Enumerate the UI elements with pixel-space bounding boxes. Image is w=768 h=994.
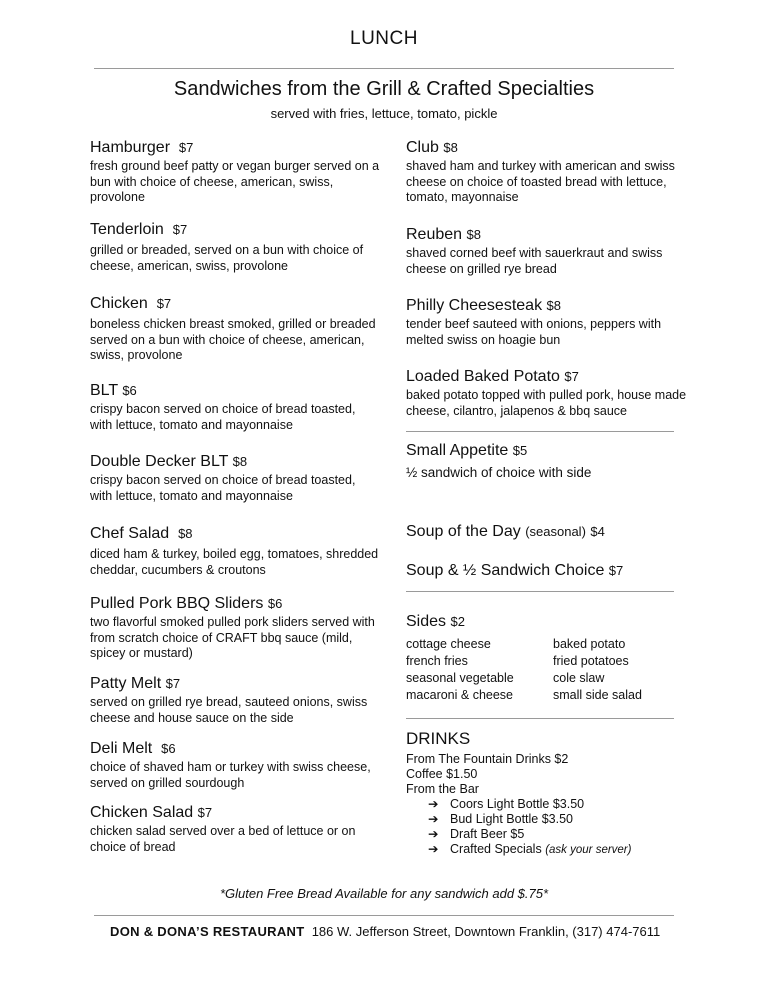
item-name: Loaded Baked Potato xyxy=(406,368,560,385)
arrow-icon: ➔ xyxy=(428,842,439,856)
item-name: Hamburger xyxy=(90,139,171,156)
gluten-free-note: *Gluten Free Bread Available for any sandwich add $.75* xyxy=(219,886,549,901)
arrow-icon: ➔ xyxy=(428,827,439,841)
page-title: LUNCH xyxy=(350,28,418,49)
divider xyxy=(406,431,674,432)
item-description: fresh ground beef patty or vegan burger served on a bun with choice of cheese, american, swiss, provolone xyxy=(90,159,380,205)
section-title: Sandwiches from the Grill & Crafted Specialties xyxy=(173,78,595,100)
coffee: Coffee $1.50 xyxy=(406,767,478,781)
menu-item xyxy=(90,381,380,433)
side-item: seasonal vegetable xyxy=(406,671,514,685)
item-description: grilled or breaded, served on a bun with choice of cheese, american, swiss, provolone xyxy=(90,243,364,273)
footer-divider xyxy=(94,915,674,916)
section-subtitle: served with fries, lettuce, tomato, pickle xyxy=(270,106,498,121)
sides-header xyxy=(406,612,696,631)
item-price: $8 xyxy=(232,454,248,469)
menu-item xyxy=(406,296,696,348)
side-item: macaroni & cheese xyxy=(406,688,514,702)
item-description: choice of shaved ham or turkey with swiss cheese, served on grilled sourdough xyxy=(90,760,371,790)
drinks-title: DRINKS xyxy=(406,729,471,748)
item-description: crispy bacon served on choice of bread toasted, with lettuce, tomato and mayonnaise xyxy=(90,473,356,503)
item-price: $5 xyxy=(512,443,528,458)
side-item: fried potatoes xyxy=(553,654,629,668)
item-description: chicken salad served over a bed of lettuce or on choice of bread xyxy=(90,824,356,854)
item-description: served on grilled rye bread, sauteed onions, swiss cheese and house sauce on the side xyxy=(90,695,368,725)
item-description: boneless chicken breast smoked, grilled or breaded served on a bun with choice of cheese, american, swiss, provolone xyxy=(90,317,376,363)
sides-price: $2 xyxy=(450,614,465,629)
menu-item xyxy=(90,138,380,206)
item-price: $7 xyxy=(165,676,181,691)
item-description: diced ham & turkey, boiled egg, tomatoes, shredded cheddar, cucumbers & croutons xyxy=(90,547,379,577)
item-price: $7 xyxy=(197,805,213,820)
item-price: $8 xyxy=(466,227,481,242)
item-description: ½ sandwich of choice with side xyxy=(406,465,592,480)
bar-item: ➔ Coors Light Bottle $3.50 xyxy=(428,797,585,811)
item-price: $8 xyxy=(178,526,193,541)
item-description: two flavorful smoked pulled pork sliders served with from scratch choice of CRAFT bbq sauce (mild, spicey or mustard) xyxy=(90,615,375,661)
arrow-icon: ➔ xyxy=(428,812,439,826)
menu-item xyxy=(90,674,380,726)
item-price: $7 xyxy=(172,222,188,237)
item-name: Patty Melt xyxy=(90,675,162,692)
menu-item xyxy=(90,294,380,364)
fountain-drinks: From The Fountain Drinks $2 xyxy=(406,752,569,766)
soup-of-the-day xyxy=(406,522,696,541)
drinks-list xyxy=(406,752,696,858)
divider xyxy=(406,591,674,592)
item-price: $4 xyxy=(590,524,605,539)
side-item: small side salad xyxy=(553,688,642,702)
bar-label: From the Bar xyxy=(406,782,479,796)
menu-item xyxy=(90,524,380,578)
item-name: Philly Cheesesteak xyxy=(406,297,543,314)
item-price: $8 xyxy=(546,298,561,313)
small-appetite xyxy=(406,441,696,481)
item-description: tender beef sauteed with onions, peppers with melted swiss on hoagie bun xyxy=(406,317,662,347)
item-price: $7 xyxy=(608,563,624,578)
bar-item: ➔ Bud Light Bottle $3.50 xyxy=(428,812,574,826)
item-name: Small Appetite xyxy=(406,442,509,459)
item-name: Chicken xyxy=(90,295,148,312)
divider xyxy=(406,718,674,719)
side-item: cole slaw xyxy=(553,671,605,685)
restaurant-address: 186 W. Jefferson Street, Downtown Franklin, (317) 474-7611 xyxy=(311,924,661,939)
menu-item xyxy=(90,220,380,274)
item-name: Deli Melt xyxy=(90,740,153,757)
item-name: Double Decker BLT xyxy=(90,453,229,470)
bar-item: ➔ Crafted Specials (ask your server) xyxy=(428,842,632,856)
restaurant-footer xyxy=(110,924,660,939)
bar-item-note: (ask your server) xyxy=(545,844,632,856)
item-description: crispy bacon served on choice of bread toasted, with lettuce, tomato and mayonnaise xyxy=(90,402,356,432)
side-item: baked potato xyxy=(553,637,626,651)
seasonal-note: (seasonal) xyxy=(525,524,586,539)
sides-title: Sides xyxy=(406,613,447,630)
item-name: Tenderloin xyxy=(90,221,164,238)
item-name: Club xyxy=(406,139,439,156)
arrow-icon: ➔ xyxy=(428,797,439,811)
item-description: shaved corned beef with sauerkraut and swiss cheese on grilled rye bread xyxy=(406,246,663,276)
item-name: Reuben xyxy=(406,226,463,243)
menu-item xyxy=(90,452,380,504)
item-price: $6 xyxy=(161,741,176,756)
soup-sandwich-combo xyxy=(406,561,696,580)
item-price: $6 xyxy=(267,596,283,611)
item-price: $6 xyxy=(122,383,137,398)
menu-item xyxy=(406,225,696,277)
item-price: $7 xyxy=(178,140,194,155)
menu-item xyxy=(90,739,380,791)
item-name: Chef Salad xyxy=(90,525,170,542)
restaurant-name: DON & DONA’S RESTAURANT xyxy=(110,924,305,939)
menu-item xyxy=(406,367,696,419)
bar-item: ➔ Draft Beer $5 xyxy=(428,827,525,841)
item-name: Chicken Salad xyxy=(90,804,194,821)
item-name: BLT xyxy=(90,382,118,399)
item-name: Pulled Pork BBQ Sliders xyxy=(90,595,264,612)
item-description: baked potato topped with pulled pork, house made cheese, cilantro, jalapenos & bbq sauce xyxy=(406,388,687,418)
top-divider xyxy=(94,68,674,69)
menu-item xyxy=(90,594,380,662)
item-price: $8 xyxy=(443,140,458,155)
item-price: $7 xyxy=(564,369,579,384)
menu-item xyxy=(90,803,380,855)
side-item: cottage cheese xyxy=(406,637,491,651)
item-name: Soup & ½ Sandwich Choice xyxy=(406,562,605,579)
item-description: shaved ham and turkey with american and swiss cheese on choice of toasted bread with lettuce, tomato, mayonnaise xyxy=(406,159,675,205)
item-price: $7 xyxy=(156,296,172,311)
item-name: Soup of the Day xyxy=(406,523,521,540)
menu-item xyxy=(406,138,696,206)
side-item: french fries xyxy=(406,654,468,668)
